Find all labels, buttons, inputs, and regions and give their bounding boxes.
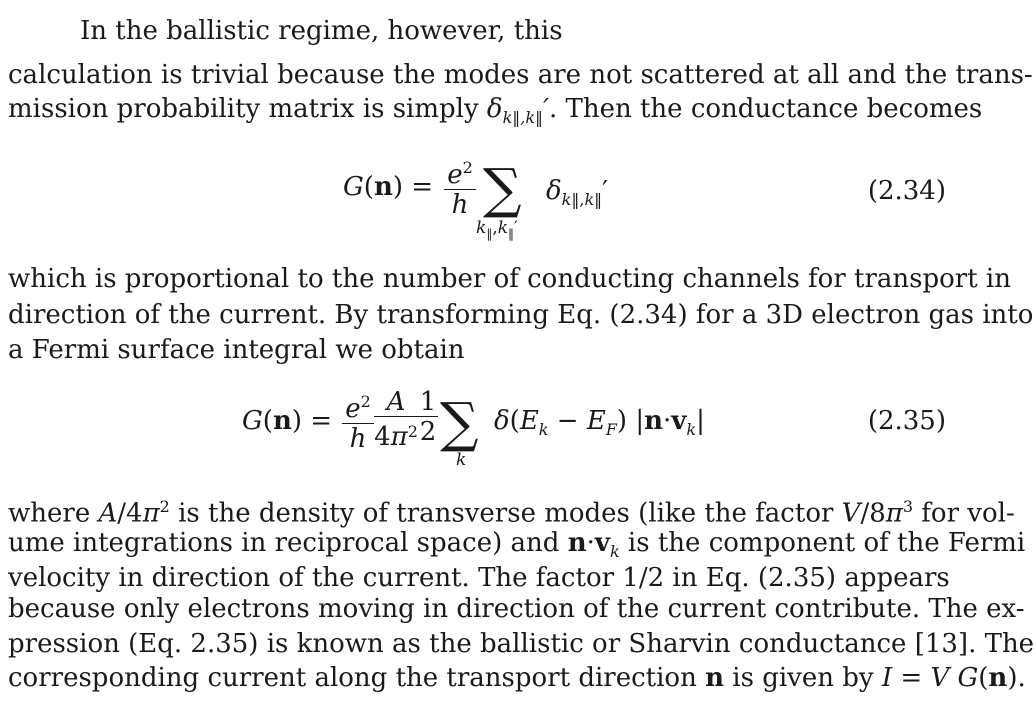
text-line: velocity in direction of the current. The factor 1/2 in Eq. (2.35) appears xyxy=(8,563,950,593)
equation-2-34 xyxy=(0,140,960,240)
fraction-e2-h: $\frac{e^2}{h}$ xyxy=(444,154,476,220)
text-line: a Fermi surface integral we obtain xyxy=(8,335,465,365)
eq-lhs: G(n) = xyxy=(343,172,434,202)
summation-sign: ∑ xyxy=(483,157,522,220)
text-line: calculation is trivial because the modes are not scattered at all and the trans- xyxy=(8,60,1033,90)
text-line: where $A/4\pi^2$ is the density of transverse modes (like the factor $V/8\pi^3$ for vol- xyxy=(8,497,1015,529)
sum-subscript: $k_‖,k_‖'$ xyxy=(476,218,518,241)
equation-number: (2.34) xyxy=(867,176,946,206)
text-line: In the ballistic regime, however, this xyxy=(80,16,563,46)
fraction-1-2: $\frac{1}{2}$ xyxy=(419,387,437,447)
fraction-e2-h: $\frac{e^2}{h}$ xyxy=(342,388,374,454)
text-line: ume integrations in reciprocal space) and $n\cdot v_k$ is the component of the Fermi xyxy=(8,528,1026,562)
text-line: which is proportional to the number of conducting channels for transport in xyxy=(8,264,1011,294)
text-line: pression (Eq. 2.35) is known as the ballistic or Sharvin conductance [13]. The xyxy=(8,629,1034,659)
eq-lhs: G(n) = xyxy=(242,406,333,436)
text-line: because only electrons moving in direction of the current contribute. The ex- xyxy=(8,594,1025,624)
kronecker-delta: $\delta_{k‖,k‖}'$ xyxy=(486,94,549,128)
eq-term: $\delta(E_k - E_F)$ $|n\cdot v_k|$ xyxy=(494,406,705,440)
equation-2-35 xyxy=(0,380,960,480)
eq-term: $\delta_{k‖,k‖}'$ xyxy=(546,176,609,210)
text-line: direction of the current. By transforming Eq. (2.34) for a 3D electron gas into xyxy=(8,300,1034,330)
summation-sign: ∑ xyxy=(440,391,479,454)
text-line: corresponding current along the transport direction n is given by I = V G(n). xyxy=(8,663,1026,693)
equation-number: (2.35) xyxy=(867,406,946,436)
text-line: mission probability matrix is simply $\delta_{k‖,k‖}'$. Then the conductance becomes xyxy=(8,94,983,128)
fraction-A-4pi2: $\frac{A}{4\pi^2}$ xyxy=(374,387,418,452)
sum-subscript: k xyxy=(456,450,467,470)
